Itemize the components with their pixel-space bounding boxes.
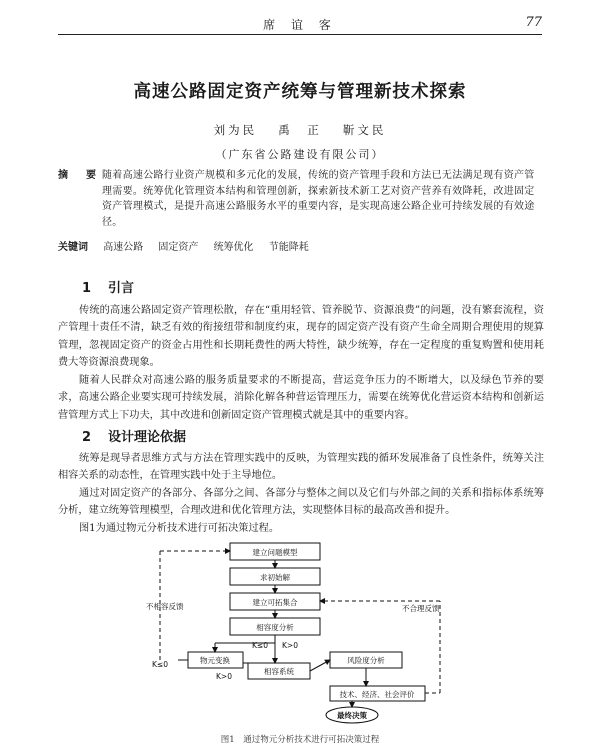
section-title: 引言	[108, 281, 135, 296]
paragraph: 随着人民群众对高速公路的服务质量要求的不断提高，营运竞争压力的不断增大，以及绿色节养的要求，高速公路企业要实现可持续发展，消除化解各种营运管理压力，需要在统筹优化营运资本结构和创新运营管理方式上下功夫，其中改进和创新固定资产管理模式就是其中的重要内容。	[58, 375, 544, 421]
node-solve-label: 求初始解	[260, 573, 290, 582]
keyword: 高速公路	[103, 242, 144, 253]
keyword: 固定资产	[158, 242, 199, 253]
section-heading-2	[82, 426, 186, 445]
k-le0-left-label: K≤0	[152, 660, 168, 669]
paragraph: 图1为通过物元分析技术进行可拓决策过程。	[79, 523, 280, 534]
node-risk-label: 风险度分析	[347, 656, 385, 665]
k-gt0-low-label: K>0	[216, 672, 232, 681]
unfit-feedback-label: 不合理反馈	[402, 604, 440, 613]
column-name: 席 谊 客	[263, 18, 337, 32]
figure-1	[140, 538, 460, 737]
affiliation: （广东省公路建设有限公司）	[215, 148, 385, 161]
section-number: 2	[82, 430, 92, 445]
node-set-label: 建立可拓集合	[252, 598, 298, 607]
authors: 刘为民 禹 正 靳文民	[213, 123, 387, 137]
figure-caption: 图1 通过物元分析技术进行可拓决策过程	[220, 735, 380, 745]
paper-title: 高速公路固定资产统筹与管理新技术探索	[133, 82, 467, 102]
abstract	[58, 168, 544, 230]
paragraph: 统筹是现导者思维方式与方法在管理实践中的反映，为管理实践的循环发展准备了良性条件，统筹关注相容关系的动态性，在管理实践中处于主导地位。	[58, 453, 544, 482]
keywords	[58, 238, 309, 253]
node-model-label: 建立问题模型	[252, 548, 298, 557]
paragraph: 传统的高速公路固定资产管理松散，存在“重用轻管、管养脱节、资源浪费”的问题，没有繁套流程，资产管理十责任不清，缺乏有效的衔接纽带和制度约束，现存的固定资产没有资产生命全周期合理使用的规算管理，忽视固定资产的资金占用性和长期耗费性的两大特性，缺少统筹，存在一定程度的重复购置和使用耗费大等资源浪费现象。	[58, 305, 544, 368]
keyword: 统筹优化	[213, 242, 254, 253]
section-title: 设计理论依据	[108, 430, 187, 445]
node-final-label: 最终决策	[337, 711, 367, 720]
abstract-label: 摘 要	[58, 170, 100, 181]
section-number: 1	[82, 281, 92, 296]
abstract-text: 随着高速公路行业资产规模和多元化的发展，传统的资产管理手段和方法已无法满足现有资产管理需要。统筹优化管理资本结构和管理创新，探索新技术新工艺对资产营养有效降耗，改进固定资产管理模式，是提升高速公路服务水平的重要内容，是实现高速公路企业可持续发展的有效途径。	[102, 170, 535, 228]
section-heading-1	[82, 277, 134, 296]
k-gt0-mid-label: K>0	[282, 641, 298, 650]
incompatible-feedback-label: 不相容反馈	[146, 602, 184, 611]
node-transform-label: 物元变换	[200, 656, 230, 665]
page-number: 77	[525, 15, 542, 30]
node-evaluate-label: 技术、经济、社会评价	[339, 690, 415, 699]
keyword: 节能降耗	[268, 242, 309, 253]
k-le0-mid-label: K≤0	[252, 641, 268, 650]
flowchart	[140, 538, 460, 733]
node-relational-label: 相容系统	[264, 667, 294, 676]
node-corr-label: 相容度分析	[256, 623, 294, 632]
running-header	[58, 14, 542, 35]
keywords-label: 关键词	[58, 242, 88, 253]
paragraph: 通过对固定资产的各部分、各部分之间、各部分与整体之间以及它们与外部之间的关系和指标体系统筹分析，建立统筹管理模型，合理改进和优化管理方法，实现整体目标的最高改善和提升。	[58, 488, 544, 517]
